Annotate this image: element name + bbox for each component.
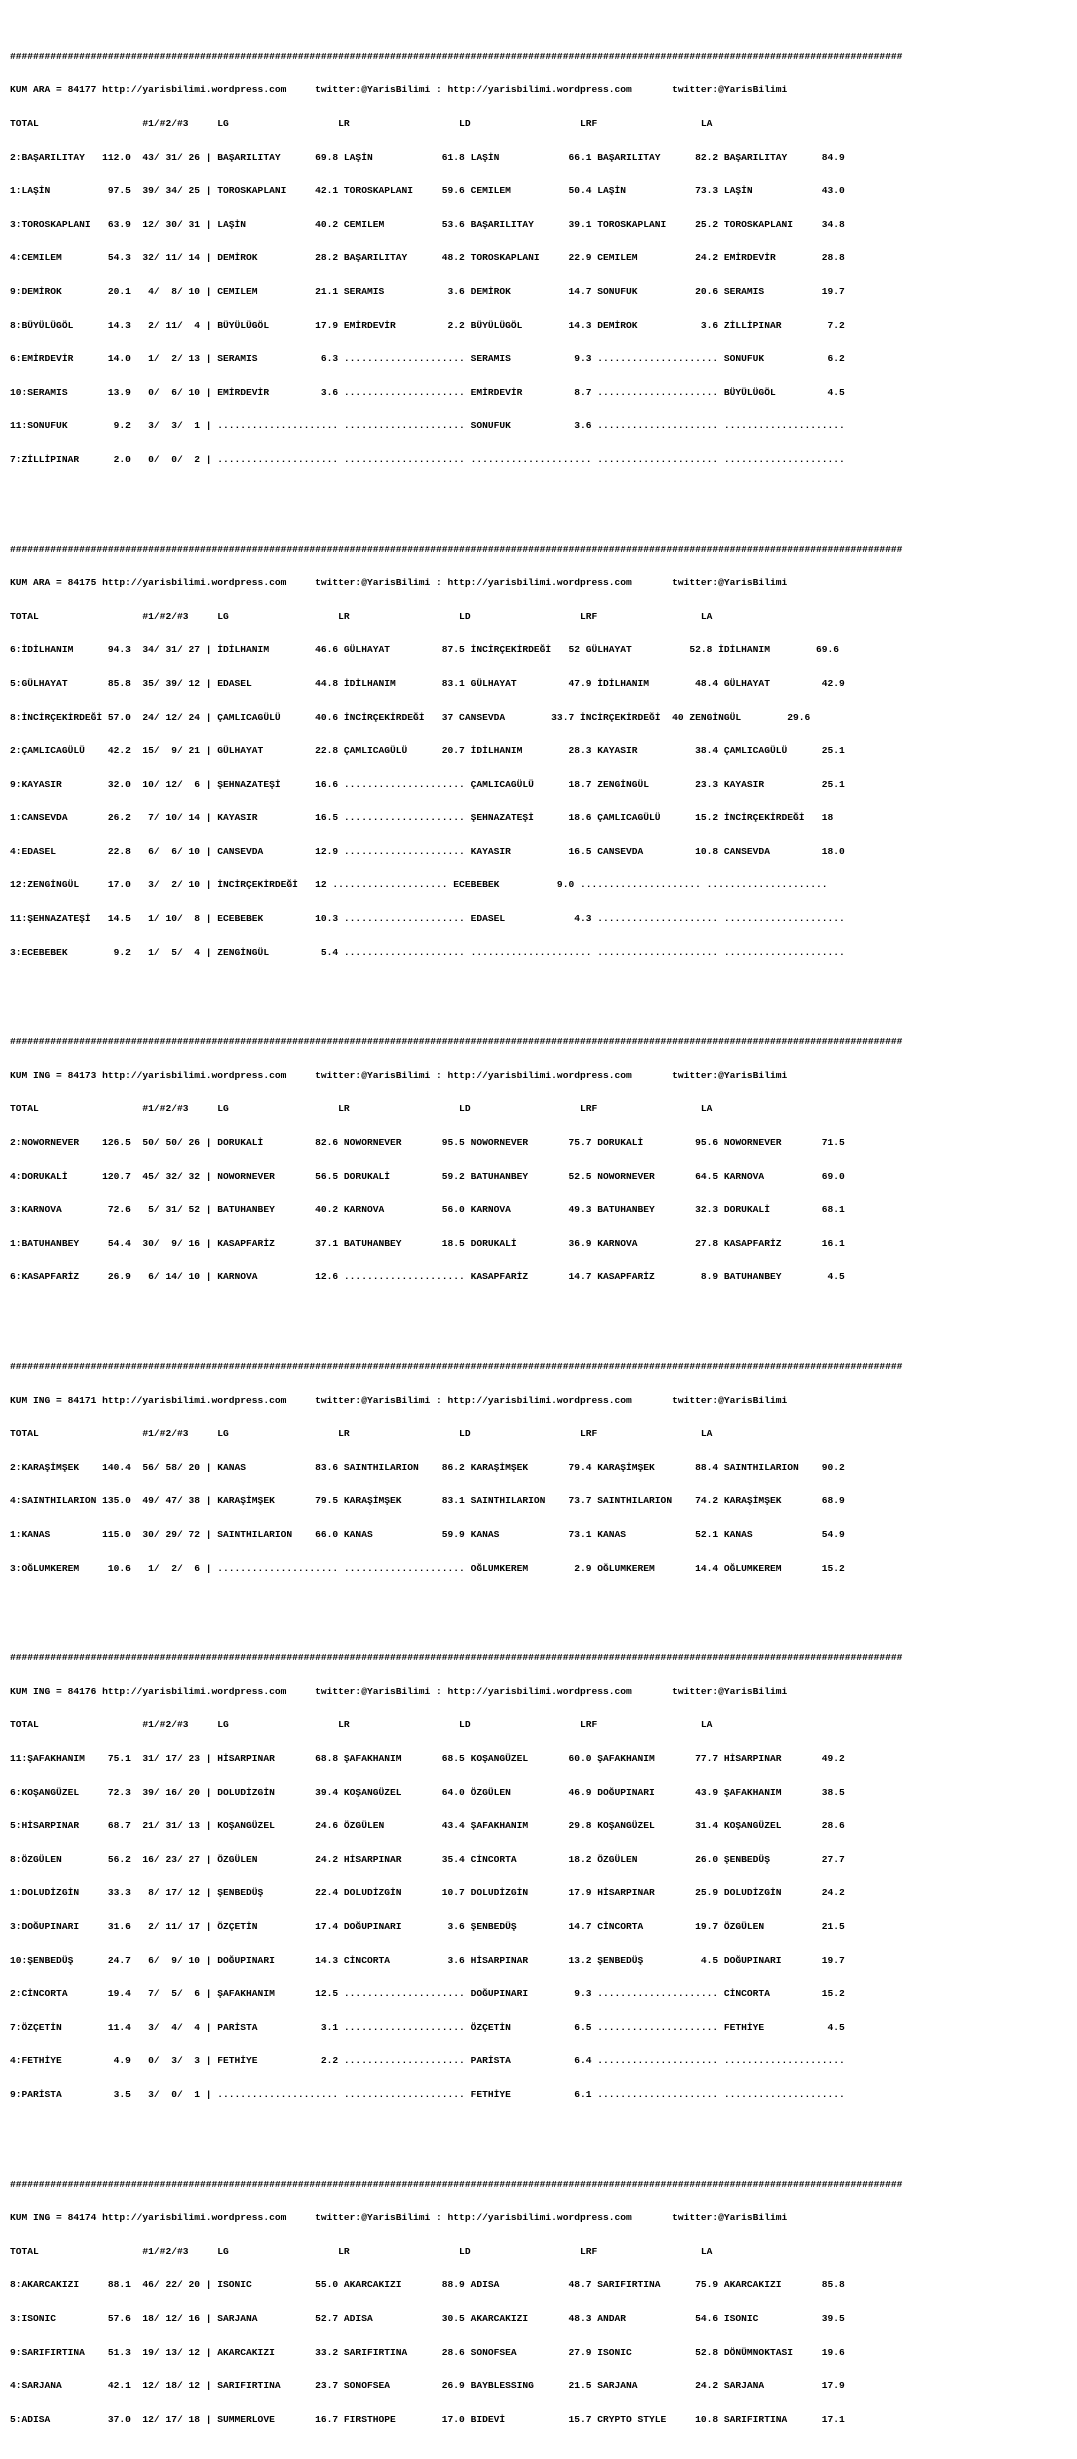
column-header-line: TOTAL #1/#2/#3 LG LR LD LRF LA xyxy=(10,118,713,129)
result-row: 1:KANAS 115.0 30/ 29/ 72 | SAINTHILARION 66.0 KANAS 59.9 KANAS 73.1 KANAS 52.1 KANAS 54.9 xyxy=(10,1529,845,1541)
separator-line: ########################################################################################################################################################### xyxy=(10,543,903,555)
result-row: 2:KARAŞİMŞEK 140.4 56/ 58/ 20 | KANAS 83.6 SAINTHILARION 86.2 KARAŞİMŞEK 79.4 KARAŞİMŞEK 88.4 SAINTHILARION 90.2 xyxy=(10,1461,845,1473)
result-row: 9:PARİSTA 3.5 3/ 0/ 1 | ..................... ..................... FETHİYE 6.1 ..................... ..................... xyxy=(10,2088,845,2100)
result-row: 5:ADISA 37.0 12/ 17/ 18 | SUMMERLOVE 16.7 FIRSTHOPE 17.0 BIDEVİ 15.7 CRYPTO STYLE 10.8 SARIFIRTINA 17.1 xyxy=(10,2413,845,2425)
result-row: 12:ZENGİNGÜL 17.0 3/ 2/ 10 | İNCİRÇEKİRDEĞİ 12 .................... ECEBEBEK 9.0 ..................... ..................... xyxy=(10,879,828,891)
column-header-line: TOTAL #1/#2/#3 LG LR LD LRF LA xyxy=(10,610,713,622)
result-row: 8:AKARCAKIZI 88.1 46/ 22/ 20 | ISONIC 55.0 AKARCAKIZI 88.9 ADISA 48.7 SARIFIRTINA 75.9 AKARCAKIZI 85.8 xyxy=(10,2279,845,2291)
result-row: 2:ÇAMLICAGÜLÜ 42.2 15/ 9/ 21 | GÜLHAYAT 22.8 ÇAMLICAGÜLÜ 20.7 İDİLHANIM 28.3 KAYASIR 38.4 ÇAMLICAGÜLÜ 25.1 xyxy=(10,745,845,757)
result-row: 4:DORUKALİ 120.7 45/ 32/ 32 | NOWORNEVER 56.5 DORUKALİ 59.2 BATUHANBEY 52.5 NOWORNEVER 64.5 KARNOVA 69.0 xyxy=(10,1170,845,1182)
separator-line: ########################################################################################################################################################### xyxy=(10,1361,903,1373)
result-row: 1:BATUHANBEY 54.4 30/ 9/ 16 | KASAPFARİZ 37.1 BATUHANBEY 18.5 DORUKALİ 36.9 KARNOVA 27.8 KASAPFARİZ 16.1 xyxy=(10,1237,845,1249)
result-row: 3:ECEBEBEK 9.2 1/ 5/ 4 | ZENGİNGÜL 5.4 ..................... ..................... ..................... ..................... xyxy=(10,946,845,958)
race-section xyxy=(10,521,1072,980)
result-row: 3:KARNOVA 72.6 5/ 31/ 52 | BATUHANBEY 40.2 KARNOVA 56.0 KARNOVA 49.3 BATUHANBEY 32.3 DORUKALİ 68.1 xyxy=(10,1204,845,1216)
result-row: 9:DEMİROK 20.1 4/ 8/ 10 | CEMILEM 21.1 SERAMIS 3.6 DEMİROK 14.7 SONUFUK 20.6 SERAMIS 19.7 xyxy=(10,285,845,297)
race-header-line: KUM ING = 84173 http://yarisbilimi.wordpress.com twitter:@YarisBilimi : http://yarisbilimi.wordpress.com twitter:@YarisBilimi xyxy=(10,1069,788,1081)
result-row: 10:SERAMIS 13.9 0/ 6/ 10 | EMİRDEVİR 3.6 ..................... EMİRDEVİR 8.7 ..................... BÜYÜLÜGÖL 4.5 xyxy=(10,386,845,398)
result-row: 6:KASAPFARİZ 26.9 6/ 14/ 10 | KARNOVA 12.6 ..................... KASAPFARİZ 14.7 KASAPFARİZ 8.9 BATUHANBEY 4.5 xyxy=(10,1271,845,1283)
column-header-line: TOTAL #1/#2/#3 LG LR LD LRF LA xyxy=(10,1428,713,1440)
race-section xyxy=(10,1630,1072,2123)
result-row: 3:DOĞUPINARI 31.6 2/ 11/ 17 | ÖZÇETİN 17.4 DOĞUPINARI 3.6 ŞENBEDÜŞ 14.7 CİNCORTA 19.7 ÖZGÜLEN 21.5 xyxy=(10,1920,845,1932)
separator-line: ########################################################################################################################################################### xyxy=(10,1036,903,1048)
result-row: 7:ZİLLİPINAR 2.0 0/ 0/ 2 | ..................... ..................... ..................... ..................... ..................... xyxy=(10,453,845,465)
separator-line: ########################################################################################################################################################### xyxy=(10,50,903,62)
race-header-line: KUM ARA = 84175 http://yarisbilimi.wordpress.com twitter:@YarisBilimi : http://yarisbilimi.wordpress.com twitter:@YarisBilimi xyxy=(10,577,788,589)
column-header-line: TOTAL #1/#2/#3 LG LR LD LRF LA xyxy=(10,1719,713,1731)
result-row: 6:İDİLHANIM 94.3 34/ 31/ 27 | İDİLHANIM 46.6 GÜLHAYAT 87.5 İNCİRÇEKİRDEĞİ 52 GÜLHAYAT 52.8 İDİLHANIM 69.6 xyxy=(10,644,840,656)
race-header-line: KUM ING = 84176 http://yarisbilimi.wordpress.com twitter:@YarisBilimi : http://yarisbilimi.wordpress.com twitter:@YarisBilimi xyxy=(10,1685,788,1697)
result-row: 3:TOROSKAPLANI 63.9 12/ 30/ 31 | LAŞİN 40.2 CEMILEM 53.6 BAŞARILITAY 39.1 TOROSKAPLANI 25.2 TOROSKAPLANI 34.8 xyxy=(10,218,845,230)
result-row: 7:ÖZÇETİN 11.4 3/ 4/ 4 | PARİSTA 3.1 ..................... ÖZÇETİN 6.5 ..................... FETHİYE 4.5 xyxy=(10,2021,845,2033)
column-header-line: TOTAL #1/#2/#3 LG LR LD LRF LA xyxy=(10,1103,713,1115)
result-row: 11:ŞEHNAZATEŞİ 14.5 1/ 10/ 8 | ECEBEBEK 10.3 ..................... EDASEL 4.3 ..................... ..................... xyxy=(10,913,845,925)
result-row: 4:CEMILEM 54.3 32/ 11/ 14 | DEMİROK 28.2 BAŞARILITAY 48.2 TOROSKAPLANI 22.9 CEMILEM 24.2 EMİRDEVİR 28.8 xyxy=(10,252,845,264)
result-row: 11:SONUFUK 9.2 3/ 3/ 1 | ..................... ..................... SONUFUK 3.6 ..................... ..................... xyxy=(10,420,845,432)
race-section xyxy=(10,1339,1072,1597)
result-row: 4:SAINTHILARION 135.0 49/ 47/ 38 | KARAŞİMŞEK 79.5 KARAŞİMŞEK 83.1 SAINTHILARION 73.7 SAINTHILARION 74.2 KARAŞİMŞEK 68.9 xyxy=(10,1495,845,1507)
result-row: 8:ÖZGÜLEN 56.2 16/ 23/ 27 | ÖZGÜLEN 24.2 HİSARPINAR 35.4 CİNCORTA 18.2 ÖZGÜLEN 26.0 ŞENBEDÜŞ 27.7 xyxy=(10,1853,845,1865)
result-row: 8:BÜYÜLÜGÖL 14.3 2/ 11/ 4 | BÜYÜLÜGÖL 17.9 EMİRDEVİR 2.2 BÜYÜLÜGÖL 14.3 DEMİROK 3.6 ZİLLİPINAR 7.2 xyxy=(10,319,845,331)
result-row: 5:GÜLHAYAT 85.8 35/ 39/ 12 | EDASEL 44.8 İDİLHANIM 83.1 GÜLHAYAT 47.9 İDİLHANIM 48.4 GÜLHAYAT 42.9 xyxy=(10,677,845,689)
result-row: 2:NOWORNEVER 126.5 50/ 50/ 26 | DORUKALİ 82.6 NOWORNEVER 95.5 NOWORNEVER 75.7 DORUKALİ 95.6 NOWORNEVER 71.5 xyxy=(10,1137,845,1149)
results-document xyxy=(10,6,1072,2459)
separator-line: ########################################################################################################################################################### xyxy=(10,2178,903,2190)
result-row: 2:CİNCORTA 19.4 7/ 5/ 6 | ŞAFAKHANIM 12.5 ..................... DOĞUPINARI 9.3 ..................... CİNCORTA 15.2 xyxy=(10,1988,845,2000)
result-row: 3:OĞLUMKEREM 10.6 1/ 2/ 6 | ..................... ..................... OĞLUMKEREM 2.9 OĞLUMKEREM 14.4 OĞLUMKEREM 15.2 xyxy=(10,1562,845,1574)
result-row: 9:KAYASIR 32.0 10/ 12/ 6 | ŞEHNAZATEŞİ 16.6 ..................... ÇAMLICAGÜLÜ 18.7 ZENGİNGÜL 23.3 KAYASIR 25.1 xyxy=(10,778,845,790)
race-header-line: KUM ING = 84171 http://yarisbilimi.wordpress.com twitter:@YarisBilimi : http://yarisbilimi.wordpress.com twitter:@YarisBilimi xyxy=(10,1394,788,1406)
race-header-line: KUM ING = 84174 http://yarisbilimi.wordpress.com twitter:@YarisBilimi : http://yarisbilimi.wordpress.com twitter:@YarisBilimi xyxy=(10,2212,788,2224)
race-section xyxy=(10,28,1072,487)
result-row: 3:ISONIC 57.6 18/ 12/ 16 | SARJANA 52.7 ADISA 30.5 AKARCAKIZI 48.3 ANDAR 54.6 ISONIC 39.5 xyxy=(10,2312,845,2324)
race-section xyxy=(10,2156,1072,2447)
race-section xyxy=(10,1014,1072,1305)
column-header-line: TOTAL #1/#2/#3 LG LR LD LRF LA xyxy=(10,2245,713,2257)
result-row: 9:SARIFIRTINA 51.3 19/ 13/ 12 | AKARCAKIZI 33.2 SARIFIRTINA 28.6 SONOFSEA 27.9 ISONIC 52.8 DÖNÜMNOKTASI 19.6 xyxy=(10,2346,845,2358)
result-row: 4:EDASEL 22.8 6/ 6/ 10 | CANSEVDA 12.9 ..................... KAYASIR 16.5 CANSEVDA 10.8 CANSEVDA 18.0 xyxy=(10,845,845,857)
separator-line: ########################################################################################################################################################### xyxy=(10,1652,903,1664)
result-row: 11:ŞAFAKHANIM 75.1 31/ 17/ 23 | HİSARPINAR 68.8 ŞAFAKHANIM 68.5 KOŞANGÜZEL 60.0 ŞAFAKHANIM 77.7 HİSARPINAR 49.2 xyxy=(10,1753,845,1764)
result-row: 10:ŞENBEDÜŞ 24.7 6/ 9/ 10 | DOĞUPINARI 14.3 CİNCORTA 3.6 HİSARPINAR 13.2 ŞENBEDÜŞ 4.5 DOĞUPINARI 19.7 xyxy=(10,1954,845,1966)
result-row: 4:FETHİYE 4.9 0/ 3/ 3 | FETHİYE 2.2 ..................... PARİSTA 6.4 ..................... ..................... xyxy=(10,2055,845,2067)
result-row: 1:CANSEVDA 26.2 7/ 10/ 14 | KAYASIR 16.5 ..................... ŞEHNAZATEŞİ 18.6 ÇAMLICAGÜLÜ 15.2 İNCİRÇEKİRDEĞİ 18 xyxy=(10,812,834,824)
result-row: 5:HİSARPINAR 68.7 21/ 31/ 13 | KOŞANGÜZEL 24.6 ÖZGÜLEN 43.4 ŞAFAKHANIM 29.8 KOŞANGÜZEL 31.4 KOŞANGÜZEL 28.6 xyxy=(10,1820,845,1832)
result-row: 1:LAŞİN 97.5 39/ 34/ 25 | TOROSKAPLANI 42.1 TOROSKAPLANI 59.6 CEMILEM 50.4 LAŞİN 73.3 LAŞİN 43.0 xyxy=(10,185,845,197)
result-row: 4:SARJANA 42.1 12/ 18/ 12 | SARIFIRTINA 23.7 SONOFSEA 26.9 BAYBLESSING 21.5 SARJANA 24.2 SARJANA 17.9 xyxy=(10,2380,845,2392)
result-row: 8:İNCİRÇEKİRDEĞİ 57.0 24/ 12/ 24 | ÇAMLICAGÜLÜ 40.6 İNCİRÇEKİRDEĞİ 37 CANSEVDA 33.7 İNCİRÇEKİRDEĞİ 40 ZENGİNGÜL 29.6 xyxy=(10,711,811,723)
result-row: 6:EMİRDEVİR 14.0 1/ 2/ 13 | SERAMIS 6.3 ..................... SERAMIS 9.3 ..................... SONUFUK 6.2 xyxy=(10,353,845,365)
race-header-line: KUM ARA = 84177 http://yarisbilimi.wordpress.com twitter:@YarisBilimi : http://yarisbilimi.wordpress.com twitter:@YarisBilimi xyxy=(10,84,788,96)
result-row: 6:KOŞANGÜZEL 72.3 39/ 16/ 20 | DOLUDİZGİN 39.4 KOŞANGÜZEL 64.0 ÖZGÜLEN 46.9 DOĞUPINARI 43.9 ŞAFAKHANIM 38.5 xyxy=(10,1786,845,1798)
result-row: 1:DOLUDİZGİN 33.3 8/ 17/ 12 | ŞENBEDÜŞ 22.4 DOLUDİZGİN 10.7 DOLUDİZGİN 17.9 HİSARPINAR 25.9 DOLUDİZGİN 24.2 xyxy=(10,1887,845,1899)
result-row: 2:BAŞARILITAY 112.0 43/ 31/ 26 | BAŞARILITAY 69.8 LAŞİN 61.8 LAŞİN 66.1 BAŞARILITAY 82.2 BAŞARILITAY 84.9 xyxy=(10,151,845,163)
